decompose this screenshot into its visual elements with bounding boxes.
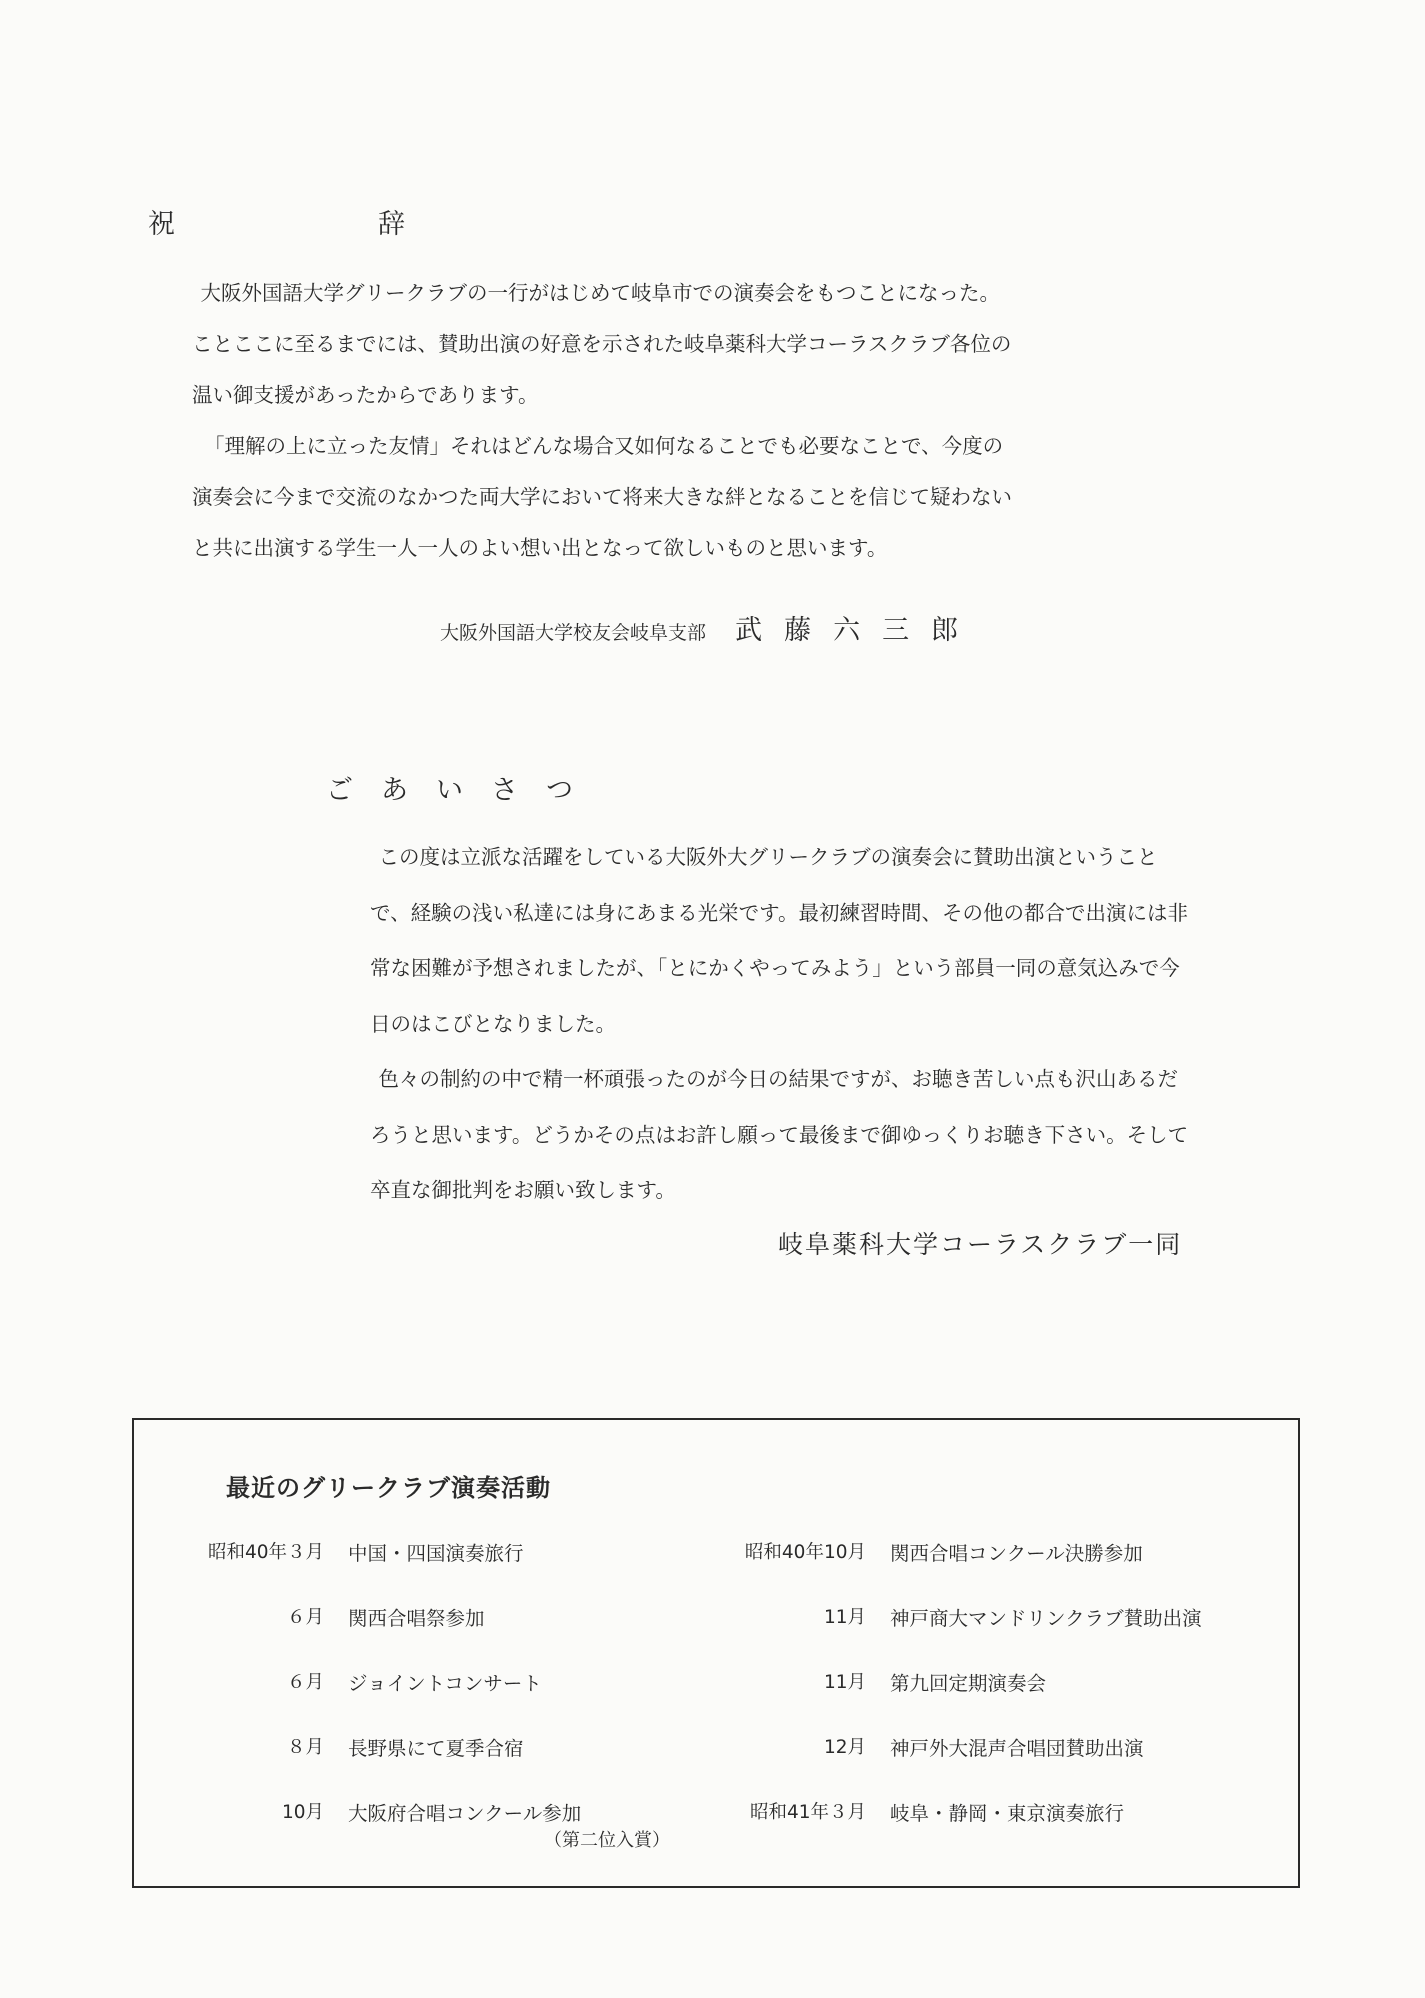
shukuji-body	[180, 268, 1092, 574]
signature-organization: 大阪外国語大学校友会岐阜支部	[440, 622, 707, 644]
activity-column-right	[674, 1538, 1234, 1863]
shukuji-title-char-2: 辞	[378, 209, 405, 240]
activity-row	[674, 1538, 1234, 1603]
shukuji-line: と共に出演する学生一人一人のよい想い出となって欲しいものと思います。	[192, 536, 888, 560]
shukuji-line: 大阪外国語大学グリークラブの一行がはじめて岐阜市での演奏会をもつことになった。	[180, 281, 1000, 305]
activity-date: ６月	[286, 1672, 324, 1693]
aisatsu-line: ろうと思います。どうかその点はお許し願って最後まで御ゆっくりお聴き下さい。そして	[370, 1122, 1189, 1147]
activity-date: 昭和41年３月	[749, 1802, 866, 1823]
shukuji-line: ことここに至るまでには、賛助出演の好意を示された岐阜薬科大学コーラスクラブ各位の	[192, 332, 1012, 356]
aisatsu-body	[358, 830, 1250, 1219]
aisatsu-signature: 岐阜薬科大学コーラスクラブ一同	[778, 1230, 1183, 1259]
activity-row	[134, 1668, 694, 1733]
activity-row	[134, 1603, 694, 1668]
aisatsu-line: 常な困難が予想されましたが、「とにかくやってみよう」という部員一同の意気込みで今	[370, 956, 1180, 980]
activity-date: 昭和40年10月	[744, 1542, 866, 1563]
activity-event: 第九回定期演奏会	[890, 1672, 1047, 1695]
activity-title: 最近のグリークラブ演奏活動	[226, 1473, 551, 1502]
activity-event: 長野県にて夏季合宿	[348, 1737, 524, 1760]
activity-event: ジョイントコンサート	[348, 1672, 542, 1695]
shukuji-line: 演奏会に今まで交流のなかつた両大学において将来大きな絆となることを信じて疑わない	[192, 485, 1012, 509]
aisatsu-line: 色々の制約の中で精一杯頑張ったのが今日の結果ですが、お聴き苦しい点も沢山あるだ	[358, 1067, 1178, 1091]
activity-event: 岐阜・静岡・東京演奏旅行	[890, 1802, 1125, 1825]
activity-date: 昭和40年３月	[207, 1542, 324, 1563]
aisatsu-line: で、経験の浅い私達には身にあまる光栄です。最初練習時間、その他の都合で出演には非	[370, 900, 1188, 925]
activity-row	[674, 1733, 1234, 1798]
activity-column-left	[134, 1538, 694, 1863]
activity-event: 関西合唱コンクール決勝参加	[890, 1542, 1143, 1565]
activity-event: 神戸商大マンドリンクラブ賛助出演	[890, 1607, 1202, 1630]
activity-event: 関西合唱祭参加	[348, 1607, 485, 1630]
shukuji-line: 温い御支援があったからであります。	[192, 383, 539, 407]
activity-event: 中国・四国演奏旅行	[348, 1542, 524, 1565]
aisatsu-line: 日のはこびとなりました。	[370, 1011, 616, 1036]
activity-event: 大阪府合唱コンクール参加	[348, 1802, 582, 1825]
aisatsu-title: ごあいさつ	[326, 775, 601, 806]
activity-row	[134, 1798, 694, 1863]
aisatsu-line: 卒直な御批判をお願い致します。	[370, 1178, 676, 1202]
shukuji-line: 「理解の上に立った友情」それはどんな場合又如何なることでも必要なことで、今度の	[204, 434, 1004, 458]
activity-date: 12月	[823, 1737, 866, 1758]
activity-row	[674, 1603, 1234, 1668]
activity-row	[134, 1538, 694, 1603]
aisatsu-line: この度は立派な活躍をしている大阪外大グリークラブの演奏会に賛助出演ということ	[358, 845, 1158, 869]
activity-date: 10月	[281, 1802, 324, 1823]
signature-name: 武藤六三郎	[735, 615, 981, 646]
activity-event: 神戸外大混声合唱団賛助出演	[890, 1737, 1144, 1760]
activity-date: ６月	[286, 1607, 324, 1628]
activity-row	[674, 1798, 1234, 1863]
activity-box	[132, 1418, 1300, 1888]
activity-row	[674, 1668, 1234, 1733]
activity-date: ８月	[286, 1737, 324, 1758]
activity-date: 11月	[823, 1672, 866, 1693]
activity-date: 11月	[823, 1607, 866, 1628]
shukuji-title	[148, 202, 405, 241]
activity-note: （第二位入賞）	[544, 1830, 670, 1851]
shukuji-title-char-1: 祝	[148, 209, 175, 240]
shukuji-signature	[440, 608, 980, 647]
activity-row	[134, 1733, 694, 1798]
